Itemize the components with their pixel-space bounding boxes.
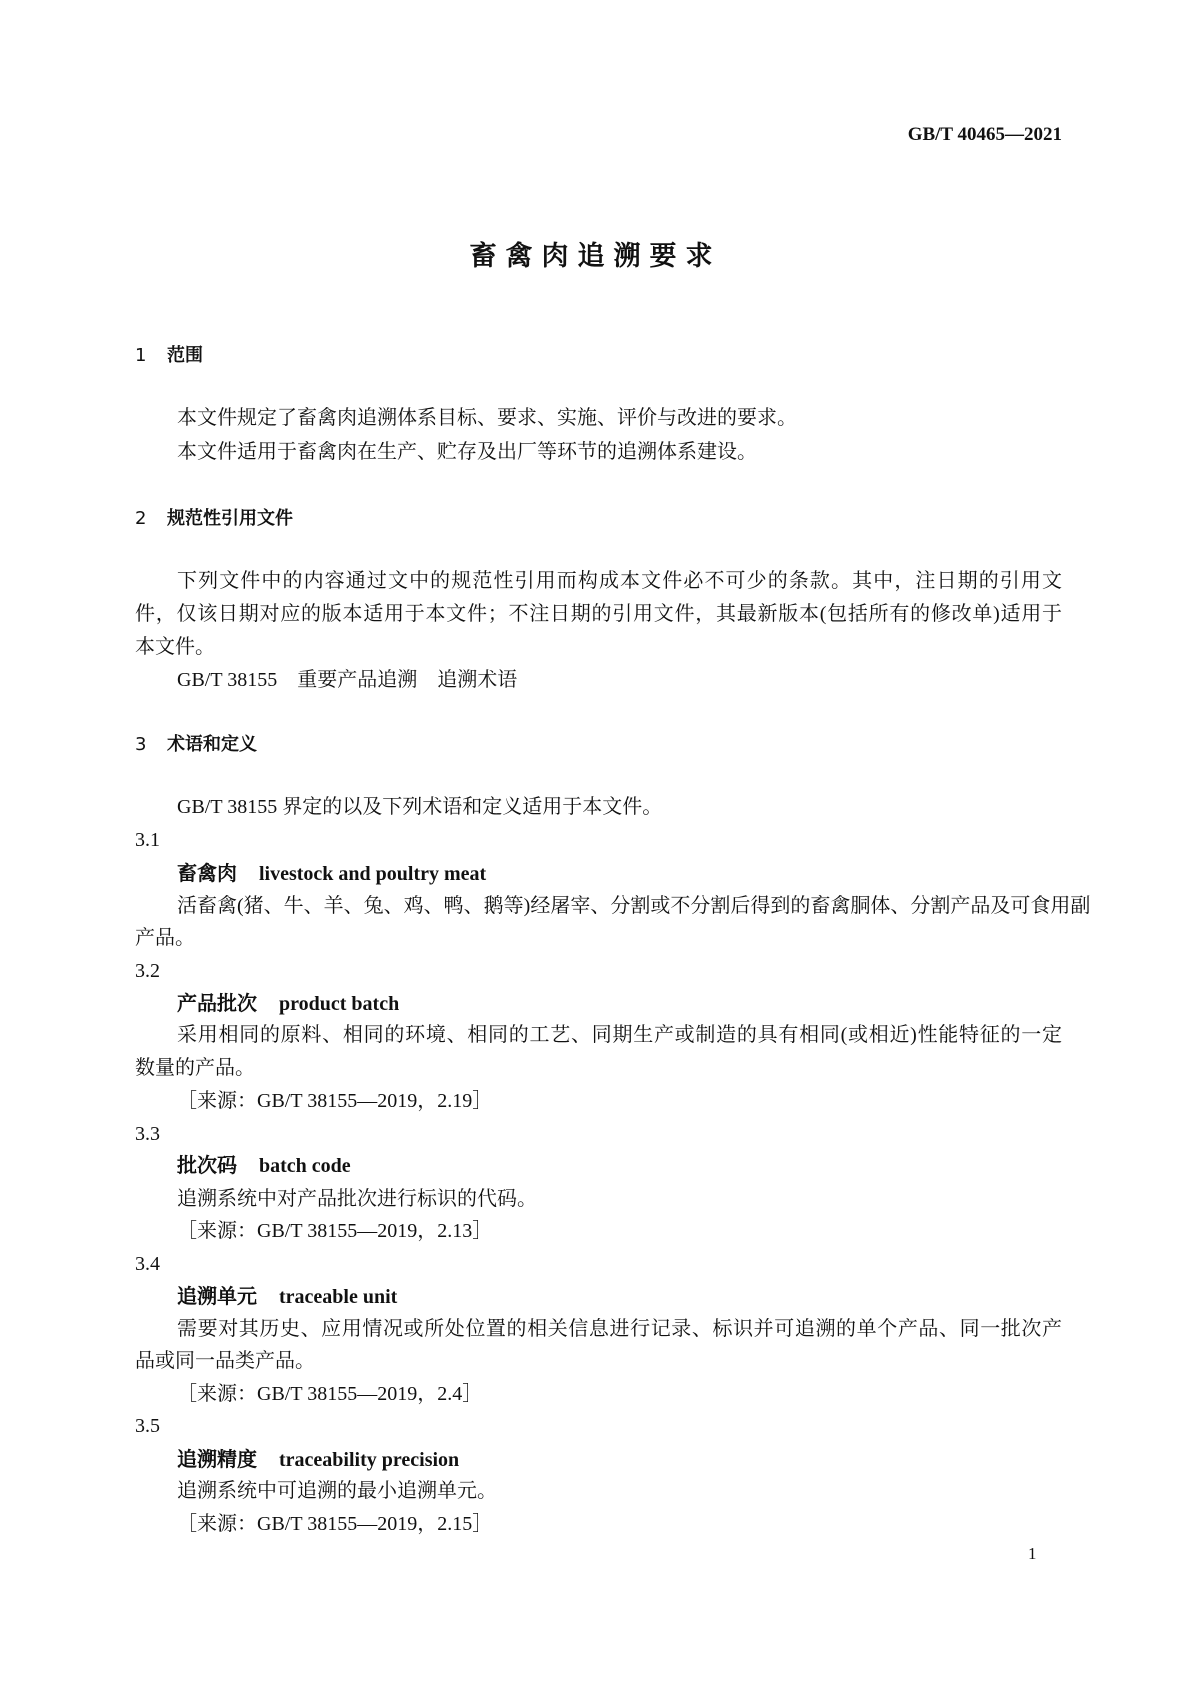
- term-en: batch code: [259, 1155, 351, 1177]
- definition-line: 产品。: [135, 927, 195, 949]
- definition-line: 品或同一品类产品。: [135, 1350, 315, 1372]
- term-zh: 批次码: [177, 1155, 237, 1177]
- term-zh: 追溯精度: [177, 1449, 257, 1471]
- paragraph-line: GB/T 38155 界定的以及下列术语和定义适用于本文件。: [177, 796, 663, 818]
- term-number: 3.5: [135, 1415, 160, 1437]
- section-title: 范围: [167, 345, 203, 366]
- section-heading-3: [135, 728, 257, 761]
- term-number: 3.3: [135, 1123, 160, 1145]
- definition-line: 需要对其历史、应用情况或所处位置的相关信息进行记录、标识并可追溯的单个产品、同一批次产: [177, 1318, 1062, 1340]
- paragraph-line: 本文件适用于畜禽肉在生产、贮存及出厂等环节的追溯体系建设。: [177, 441, 757, 463]
- section-title: 规范性引用文件: [167, 508, 293, 529]
- term-en: livestock and poultry meat: [259, 863, 487, 885]
- term-number: 3.1: [135, 829, 160, 851]
- document-title: 畜禽肉追溯要求: [469, 241, 722, 272]
- term-zh: 产品批次: [177, 993, 257, 1015]
- section-number: 2: [135, 508, 147, 529]
- term-number: 3.4: [135, 1253, 160, 1275]
- definition-line: 数量的产品。: [135, 1057, 255, 1079]
- term-source: ［来源：GB/T 38155—2019，2.4］: [177, 1383, 483, 1405]
- paragraph-line: 件，仅该日期对应的版本适用于本文件；不注日期的引用文件，其最新版本(包括所有的修改单)适用于: [135, 603, 1062, 625]
- section-heading-1: [135, 339, 203, 372]
- term-title: [177, 1150, 351, 1183]
- term-title: [177, 988, 399, 1021]
- standard-code: GB/T 40465—2021: [907, 124, 1062, 145]
- term-source: ［来源：GB/T 38155—2019，2.15］: [177, 1513, 493, 1535]
- section-heading-2: [135, 502, 293, 535]
- term-title: [177, 1444, 459, 1477]
- term-title: [177, 858, 486, 891]
- page-number: 1: [1028, 1544, 1037, 1563]
- term-en: traceable unit: [279, 1286, 398, 1308]
- term-zh: 追溯单元: [177, 1286, 257, 1308]
- section-number: 1: [135, 345, 147, 366]
- term-en: product batch: [279, 993, 400, 1015]
- paragraph-line: 本文件。: [135, 636, 215, 658]
- term-number: 3.2: [135, 960, 160, 982]
- section-title: 术语和定义: [167, 734, 257, 755]
- term-title: [177, 1281, 397, 1314]
- normative-reference: GB/T 38155 重要产品追溯 追溯术语: [177, 669, 518, 691]
- definition-line: 采用相同的原料、相同的环境、相同的工艺、同期生产或制造的具有相同(或相近)性能特征的一定: [177, 1024, 1062, 1046]
- definition-line: 活畜禽(猪、牛、羊、兔、鸡、鸭、鹅等)经屠宰、分割或不分割后得到的畜禽胴体、分割产品及可食用副: [177, 895, 1091, 917]
- term-zh: 畜禽肉: [177, 863, 237, 885]
- term-en: traceability precision: [279, 1449, 460, 1471]
- paragraph-line: 本文件规定了畜禽肉追溯体系目标、要求、实施、评价与改进的要求。: [177, 407, 797, 429]
- term-source: ［来源：GB/T 38155—2019，2.19］: [177, 1090, 493, 1112]
- section-number: 3: [135, 734, 147, 755]
- term-source: ［来源：GB/T 38155—2019，2.13］: [177, 1220, 493, 1242]
- definition-line: 追溯系统中对产品批次进行标识的代码。: [177, 1188, 537, 1210]
- paragraph-line: 下列文件中的内容通过文中的规范性引用而构成本文件必不可少的条款。其中，注日期的引用文: [177, 570, 1062, 592]
- definition-line: 追溯系统中可追溯的最小追溯单元。: [177, 1480, 497, 1502]
